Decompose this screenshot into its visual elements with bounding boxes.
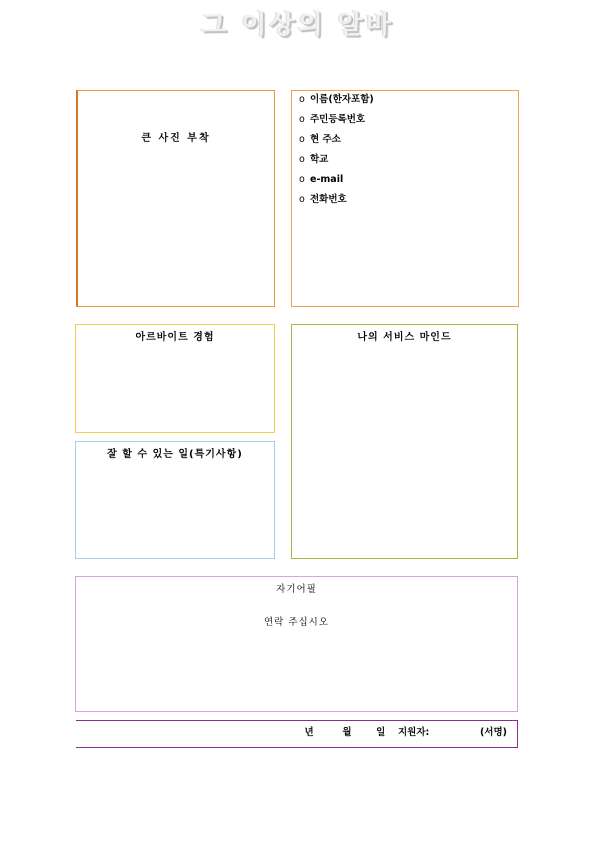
personal-info-box [291,90,519,307]
service-mind-box [291,324,518,559]
self-appeal-box [75,576,518,712]
applicant-label: 지원자: [397,727,430,738]
parttime-experience-box [75,324,275,433]
special-skills-heading: 잘 할 수 있는 일(특기사항) [107,449,243,460]
sign-label: (서명) [479,727,507,738]
self-appeal-heading: 자기어필 [276,584,317,595]
info-item-phone [299,193,374,213]
service-mind-heading: 나의 서비스 마인드 [357,332,452,343]
month-label: 월 [342,727,352,738]
parttime-heading: 아르바이트 경험 [135,332,215,343]
info-item-address [299,133,374,153]
bullet-icon: o [299,134,305,145]
bullet-icon: o [299,94,305,105]
signature-line [305,724,507,738]
bullet-icon: o [299,174,305,185]
info-item-id-number [299,113,374,133]
bullet-icon: o [299,194,305,205]
year-label: 년 [304,727,314,738]
info-label: 학교 [310,154,329,165]
info-item-email [299,173,374,193]
info-item-name [299,93,374,113]
self-appeal-text: 연락 주십시오 [263,617,330,628]
info-item-school [299,153,374,173]
info-label: 현 주소 [310,134,341,145]
info-label: 전화번호 [310,194,347,205]
photo-box [76,90,275,307]
bullet-icon: o [299,114,305,125]
page-title: 그 이상의 알바 [201,10,394,40]
info-label: e-mail [310,174,344,185]
signature-bar [76,720,518,748]
info-label: 주민등록번호 [310,114,366,125]
special-skills-box [75,441,275,559]
bullet-icon: o [299,154,305,165]
personal-info-list [299,93,374,213]
day-label: 일 [376,727,386,738]
photo-label: 큰 사진 부착 [141,133,211,144]
info-label: 이름(한자포함) [310,94,374,105]
